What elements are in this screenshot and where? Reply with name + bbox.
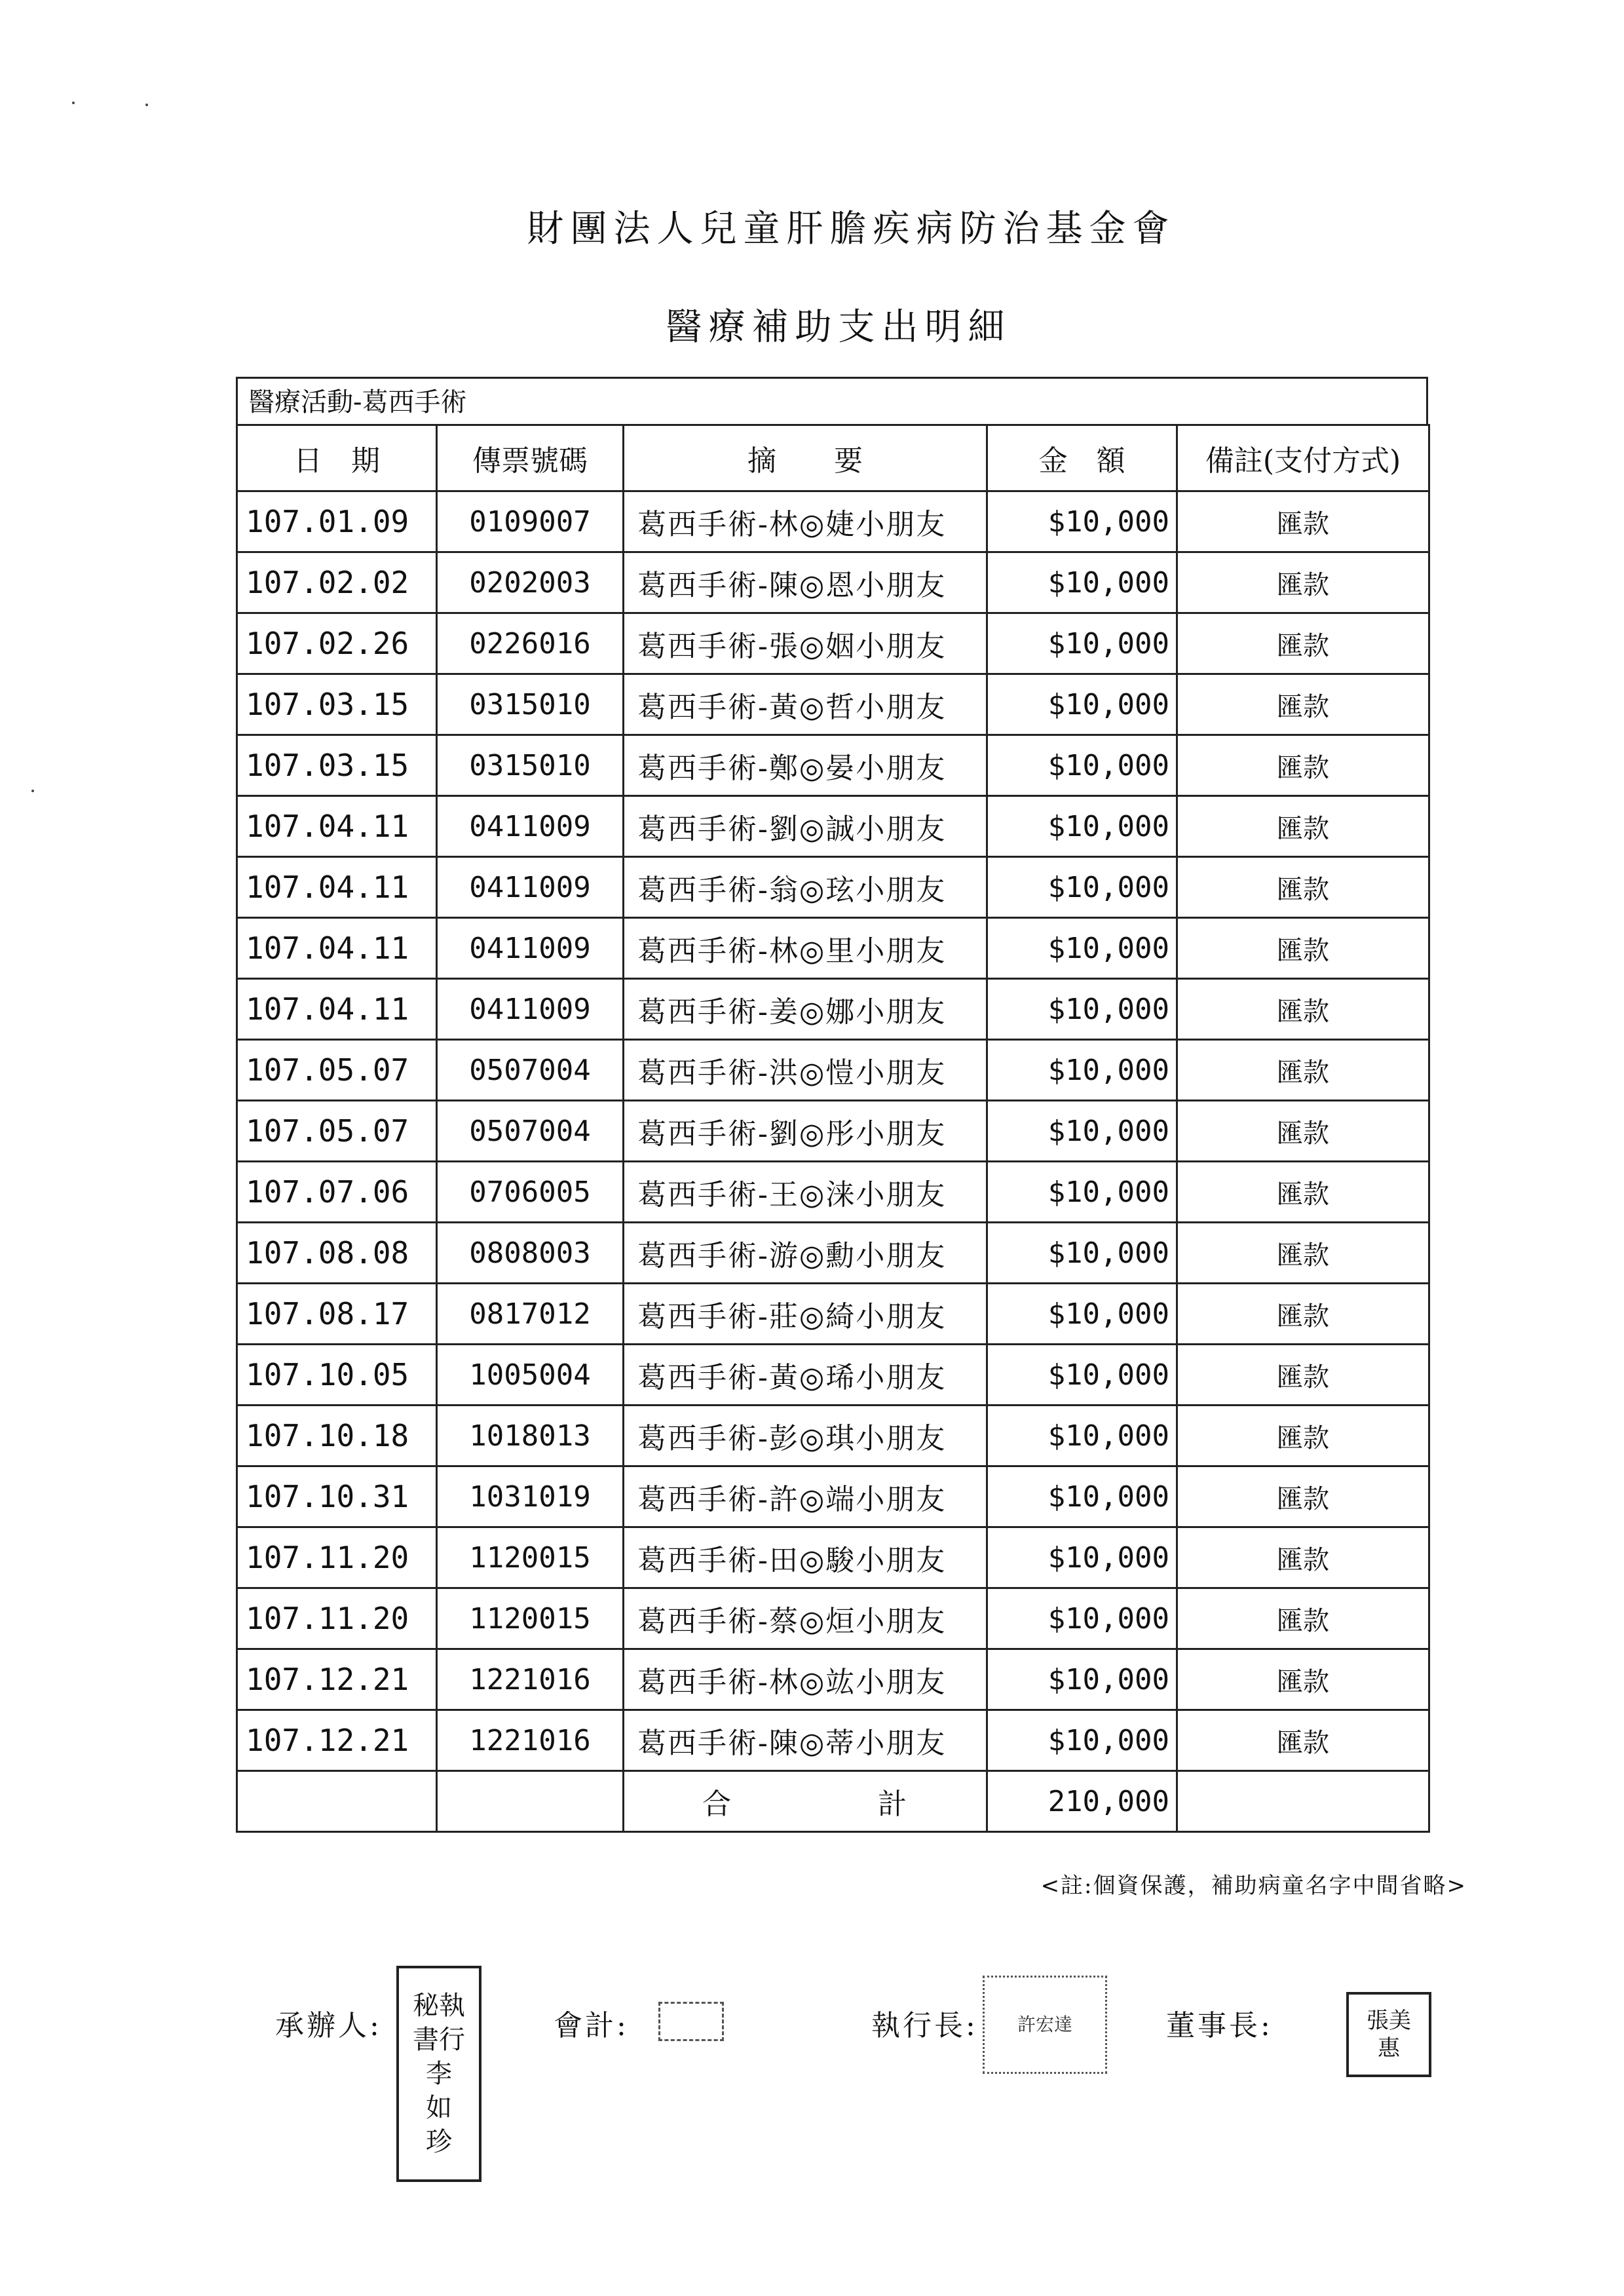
cell-amount: $10,000 [987,857,1177,918]
cell-amount: $10,000 [987,796,1177,857]
cell-voucher: 0706005 [437,1162,624,1223]
cell-voucher: 1031019 [437,1466,624,1527]
table-row [237,1588,1429,1649]
expense-table [236,424,1430,1833]
cell-amount: $10,000 [987,1040,1177,1101]
cell-note: 匯款 [1177,1101,1429,1162]
total-label-right: 計 [878,1788,908,1821]
cell-voucher: 1120015 [437,1588,624,1649]
table-row [237,918,1429,979]
cell-amount: $10,000 [987,1466,1177,1527]
cell-amount: $10,000 [987,1223,1177,1284]
chairman-seal [1346,1992,1431,2077]
cell-voucher: 0411009 [437,857,624,918]
executive-seal [983,1976,1107,2074]
cell-summary: 葛西手術-莊◎綺小朋友 [624,1284,987,1345]
cell-amount: $10,000 [987,674,1177,735]
cell-summary: 葛西手術-陳◎恩小朋友 [624,552,987,613]
cell-amount: $10,000 [987,1649,1177,1710]
handler-label: 承辦人: [275,2009,382,2042]
total-row [237,1771,1429,1832]
column-header-voucher: 傳票號碼 [437,425,624,491]
cell-summary: 葛西手術-游◎勳小朋友 [624,1223,987,1284]
cell-voucher: 0411009 [437,796,624,857]
handler-seal-line: 如 [426,2093,452,2123]
cell-date: 107.12.21 [237,1649,437,1710]
cell-amount: $10,000 [987,491,1177,552]
cell-note: 匯款 [1177,1040,1429,1101]
table-row [237,1710,1429,1771]
cell-voucher: 0315010 [437,674,624,735]
cell-voucher: 1120015 [437,1527,624,1588]
table-row [237,1527,1429,1588]
table-row [237,1223,1429,1284]
cell-note: 匯款 [1177,674,1429,735]
total-label-cell [624,1771,987,1832]
total-label-left: 合 [702,1788,732,1821]
cell-amount: $10,000 [987,979,1177,1040]
cell-date: 107.10.18 [237,1406,437,1466]
cell-note: 匯款 [1177,1466,1429,1527]
cell-note: 匯款 [1177,1710,1429,1771]
cell-amount: $10,000 [987,1284,1177,1345]
cell-summary: 葛西手術-彭◎琪小朋友 [624,1406,987,1466]
cell-summary: 葛西手術-翁◎玹小朋友 [624,857,987,918]
table-row [237,1406,1429,1466]
cell-amount: $10,000 [987,1588,1177,1649]
handler-seal [396,1966,482,2182]
cell-summary: 葛西手術-張◎姻小朋友 [624,613,987,674]
table-row [237,979,1429,1040]
cell-voucher: 1018013 [437,1406,624,1466]
cell-note: 匯款 [1177,1527,1429,1588]
cell-date: 107.04.11 [237,918,437,979]
cell-voucher: 0507004 [437,1101,624,1162]
cell-voucher: 1005004 [437,1345,624,1406]
cell-date: 107.03.15 [237,735,437,796]
handler-seal-line: 珍 [426,2127,452,2157]
total-empty-cell [1177,1771,1429,1832]
table-row [237,735,1429,796]
table-row [237,1040,1429,1101]
cell-date: 107.08.08 [237,1223,437,1284]
cell-date: 107.05.07 [237,1101,437,1162]
cell-amount: $10,000 [987,1162,1177,1223]
cell-amount: $10,000 [987,735,1177,796]
table-row [237,1284,1429,1345]
cell-voucher: 0808003 [437,1223,624,1284]
executive-label: 執行長: [871,2009,978,2042]
cell-amount: $10,000 [987,1101,1177,1162]
cell-summary: 葛西手術-陳◎蒂小朋友 [624,1710,987,1771]
cell-summary: 葛西手術-林◎婕小朋友 [624,491,987,552]
cell-date: 107.10.31 [237,1466,437,1527]
handler-seal-line: 李 [426,2059,452,2089]
cell-summary: 葛西手術-黃◎哲小朋友 [624,674,987,735]
cell-note: 匯款 [1177,735,1429,796]
table-row [237,1466,1429,1527]
cell-date: 107.04.11 [237,796,437,857]
column-header-date: 日 期 [237,425,437,491]
cell-note: 匯款 [1177,552,1429,613]
cell-date: 107.02.02 [237,552,437,613]
chairman-label: 董事長: [1166,2009,1273,2042]
cell-voucher: 0315010 [437,735,624,796]
cell-date: 107.07.06 [237,1162,437,1223]
accountant-seal [658,2002,724,2041]
cell-note: 匯款 [1177,979,1429,1040]
handler-seal-line: 書行 [413,2025,465,2055]
cell-summary: 葛西手術-劉◎誠小朋友 [624,796,987,857]
column-header-note: 備註(支付方式) [1177,425,1429,491]
chairman-seal-line: 張美 [1367,2008,1411,2034]
cell-note: 匯款 [1177,1406,1429,1466]
cell-note: 匯款 [1177,857,1429,918]
cell-summary: 葛西手術-姜◎娜小朋友 [624,979,987,1040]
cell-summary: 葛西手術-黃◎琋小朋友 [624,1345,987,1406]
cell-note: 匯款 [1177,1162,1429,1223]
cell-date: 107.11.20 [237,1527,437,1588]
organization-title: 財團法人兒童肝膽疾病防治基金會 [527,208,1176,250]
cell-amount: $10,000 [987,1527,1177,1588]
table-row [237,796,1429,857]
cell-voucher: 0202003 [437,552,624,613]
cell-date: 107.03.15 [237,674,437,735]
cell-note: 匯款 [1177,1588,1429,1649]
cell-voucher: 0817012 [437,1284,624,1345]
table-row [237,1101,1429,1162]
cell-date: 107.08.17 [237,1284,437,1345]
table-row [237,674,1429,735]
total-empty-cell [237,1771,437,1832]
cell-date: 107.10.05 [237,1345,437,1406]
cell-date: 107.11.20 [237,1588,437,1649]
cell-voucher: 0226016 [437,613,624,674]
cell-amount: $10,000 [987,1710,1177,1771]
table-row [237,552,1429,613]
cell-summary: 葛西手術-鄭◎晏小朋友 [624,735,987,796]
table-row [237,491,1429,552]
cell-note: 匯款 [1177,1223,1429,1284]
cell-note: 匯款 [1177,1284,1429,1345]
cell-summary: 葛西手術-王◎涞小朋友 [624,1162,987,1223]
table-row [237,857,1429,918]
cell-summary: 葛西手術-林◎竑小朋友 [624,1649,987,1710]
cell-voucher: 0109007 [437,491,624,552]
table-row [237,1345,1429,1406]
chairman-seal-line: 惠 [1378,2035,1400,2061]
cell-amount: $10,000 [987,1345,1177,1406]
expense-sheet [236,377,1428,1833]
cell-amount: $10,000 [987,613,1177,674]
executive-seal-name: 許宏達 [1017,2014,1072,2035]
document-title: 醫療補助支出明細 [665,306,1011,349]
cell-summary: 葛西手術-劉◎彤小朋友 [624,1101,987,1162]
cell-note: 匯款 [1177,613,1429,674]
cell-summary: 葛西手術-田◎駿小朋友 [624,1527,987,1588]
cell-summary: 葛西手術-許◎端小朋友 [624,1466,987,1527]
cell-date: 107.01.09 [237,491,437,552]
handler-seal-line: 秘執 [413,1991,465,2021]
cell-amount: $10,000 [987,552,1177,613]
cell-date: 107.12.21 [237,1710,437,1771]
activity-label: 醫療活動-葛西手術 [236,377,1428,424]
cell-note: 匯款 [1177,918,1429,979]
scan-speck [145,104,148,106]
cell-summary: 葛西手術-蔡◎烜小朋友 [624,1588,987,1649]
cell-note: 匯款 [1177,491,1429,552]
table-row [237,613,1429,674]
cell-amount: $10,000 [987,918,1177,979]
cell-summary: 葛西手術-洪◎愷小朋友 [624,1040,987,1101]
cell-amount: $10,000 [987,1406,1177,1466]
table-header-row [237,425,1429,491]
cell-note: 匯款 [1177,1345,1429,1406]
total-amount: 210,000 [987,1771,1177,1832]
total-empty-cell [437,1771,624,1832]
cell-note: 匯款 [1177,796,1429,857]
table-body [237,491,1429,1771]
cell-date: 107.02.26 [237,613,437,674]
column-header-summary: 摘 要 [624,425,987,491]
cell-voucher: 1221016 [437,1649,624,1710]
cell-voucher: 0411009 [437,918,624,979]
cell-voucher: 0507004 [437,1040,624,1101]
privacy-footnote: <註:個資保護，補助病童名字中間省略> [1040,1873,1467,1899]
cell-date: 107.04.11 [237,979,437,1040]
scan-speck [31,790,34,792]
cell-summary: 葛西手術-林◎里小朋友 [624,918,987,979]
column-header-amount: 金 額 [987,425,1177,491]
accountant-label: 會計: [554,2009,629,2042]
scan-speck [72,102,75,104]
cell-voucher: 0411009 [437,979,624,1040]
table-row [237,1162,1429,1223]
cell-note: 匯款 [1177,1649,1429,1710]
cell-date: 107.04.11 [237,857,437,918]
cell-date: 107.05.07 [237,1040,437,1101]
table-row [237,1649,1429,1710]
cell-voucher: 1221016 [437,1710,624,1771]
